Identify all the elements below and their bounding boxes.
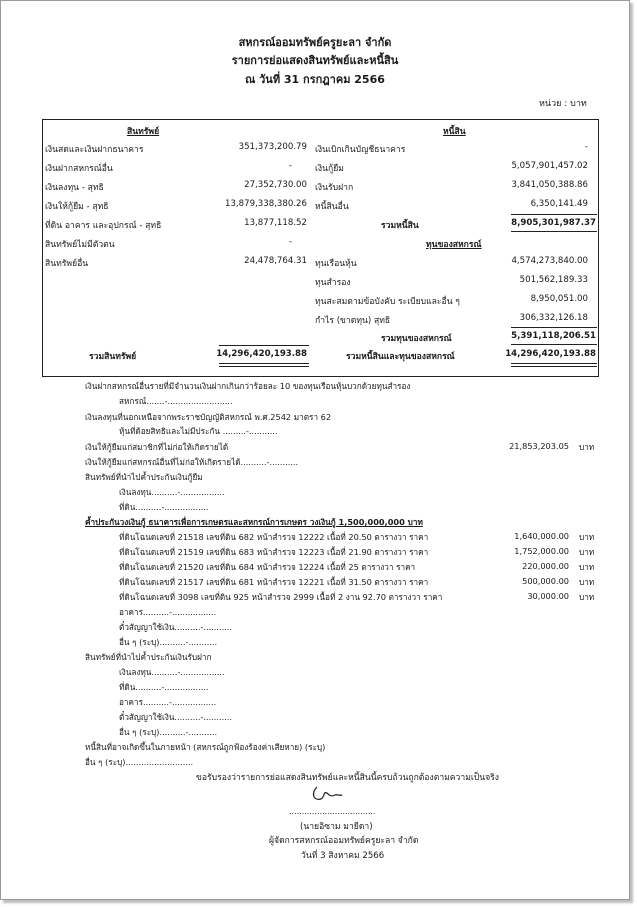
note-deposit-pledged-assets: สินทรัพย์ที่นำไปค้ำประกันเงินรับฝาก (85, 652, 212, 662)
pledged-promissory-note: ตั๋วสัญญาใช้เงิน..........-........... (119, 622, 233, 632)
report-date: ณ วันที่ 31 กรกฎาคม 2566 (245, 73, 385, 86)
liability-value-borrowings: 5,057,901,457.02 (511, 161, 588, 171)
liability-value-deposits: 3,841,050,388.86 (511, 180, 588, 190)
signature-image (309, 783, 345, 805)
asset-label-other: สินทรัพย์อื่น (45, 259, 89, 269)
equity-value-profit: 306,332,126.18 (519, 313, 588, 323)
liabilities-heading: หนี้สิน (443, 127, 466, 137)
grand-total-label: รวมหนี้สินและทุนของสหกรณ์ (346, 352, 455, 362)
asset-value-investment: 27,352,730.00 (244, 180, 307, 190)
liability-value-overdraft: - (584, 142, 588, 152)
equity-total-value: 5,391,118,206.51 (511, 331, 596, 341)
asset-value-other: 24,478,764.31 (244, 256, 307, 266)
land-deed-row: ที่ดินโฉนดเลขที่ 21519 เลขที่ดิน 683 หน้าสำรวจ 12223 เนื้อที่ 21.90 ตารางวา ราคา (119, 547, 429, 557)
note-investment-detail: หุ้นที่ด้อยสิทธิและไม่มีประกัน .........-........... (119, 426, 278, 436)
signature-dots: .................................. (289, 807, 376, 816)
pledged-building: อาคาร..........-................. (119, 607, 217, 617)
asset-value-cash: 351,373,200.79 (238, 142, 307, 152)
asset-label-intangible: สินทรัพย์ไม่มีตัวตน (45, 240, 115, 250)
coop-name: สหกรณ์ออมทรัพย์ครูยะลา จำกัด (238, 36, 392, 49)
equity-heading: ทุนของสหกรณ์ (426, 240, 482, 250)
liability-label-overdraft: เงินเบิกเกินบัญชีธนาคาร (315, 145, 406, 155)
land-deed-unit: บาท (579, 577, 595, 587)
asset-total-label: รวมสินทรัพย์ (89, 352, 137, 362)
land-deed-value: 220,000.00 (522, 561, 569, 571)
asset-label-cash: เงินสดและเงินฝากธนาคาร (45, 145, 144, 155)
guarantee-heading: ค้ำประกันวงเงินกู้ ธนาคารเพื่อการเกษตรและสหกรณ์การเกษตร วงเงินกู้ 1,500,000,000 บาท (85, 517, 423, 527)
asset-label-coop-deposit: เงินฝากสหกรณ์อื่น (45, 164, 113, 174)
equity-value-accumulated: 8,950,051.00 (530, 294, 588, 304)
equity-total-label: รวมทุนของสหกรณ์ (381, 334, 452, 344)
land-deed-unit: บาท (579, 547, 595, 557)
asset-label-property: ที่ดิน อาคาร และอุปกรณ์ - สุทธิ (45, 221, 162, 231)
liability-subtotal-line (511, 214, 597, 215)
balance-sheet-box (42, 119, 599, 377)
asset-total-value: 14,296,420,193.88 (216, 349, 307, 359)
report-title: รายการย่อแสดงสินทรัพย์และหนี้สิน (231, 54, 399, 67)
land-deed-value: 30,000.00 (527, 591, 569, 601)
equity-value-reserve: 501,562,189.33 (519, 275, 588, 285)
asset-value-loans: 13,879,338,380.26 (224, 199, 307, 209)
signature-date: วันที่ 3 สิงหาคม 2566 (301, 851, 385, 861)
equity-label-profit: กำไร (ขาดทุน) สุทธิ (315, 316, 391, 326)
asset-label-loans: เงินให้กู้ยืม - สุทธิ (45, 202, 109, 212)
asset-total-double-line (219, 363, 309, 367)
deposit-pledged-other: อื่น ๆ (ระบุ)..........-........... (119, 727, 218, 737)
note-pledged-land: ที่ดิน..........-................. (119, 502, 209, 512)
deposit-pledged-investment: เงินลงทุน..........-................. (119, 667, 225, 677)
land-deed-row: ที่ดินโฉนดเลขที่ 21517 เลขที่ดิน 681 หน้าสำรวจ 12221 เนื้อที่ 31.50 ตารางวา ราคา (119, 577, 429, 587)
note-nonperforming-member-loans: เงินให้กู้ยืมแก่สมาชิกที่ไม่ก่อให้เกิดรายได้ (85, 442, 229, 452)
equity-value-shares: 4,574,273,840.00 (511, 256, 588, 266)
liability-label-other: หนี้สินอื่น (315, 202, 349, 212)
equity-label-accumulated: ทุนสะสมตามข้อบังคับ ระเบียบและอื่น ๆ (315, 297, 460, 307)
note-other: อื่น ๆ (ระบุ).......................... (85, 757, 194, 767)
asset-value-intangible: - (288, 237, 292, 247)
deposit-pledged-land: ที่ดิน..........-................. (119, 682, 209, 692)
asset-value-property: 13,877,118.52 (244, 218, 307, 228)
deposit-pledged-building: อาคาร..........-................. (119, 697, 217, 707)
signer-position: ผู้จัดการสหกรณ์ออมทรัพย์ครูยะลา จำกัด (269, 836, 419, 846)
land-deed-row: ที่ดินโฉนดเลขที่ 3098 เลขที่ดิน 925 หน้าสำรวจ 2999 เนื้อที่ 2 งาน 92.70 ตารางวา ราคา (119, 592, 443, 602)
asset-label-investment: เงินลงทุน - สุทธิ (45, 183, 104, 193)
note-coop-deposit: เงินฝากสหกรณ์อื่นรายที่มีจำนวนเงินฝากเกินกว่าร้อยละ 10 ของทุนเรือนหุ้นบวกด้วยทุนสำรอง (85, 381, 411, 391)
land-deed-unit: บาท (579, 592, 595, 602)
note-nonperforming-unit: บาท (579, 442, 595, 452)
land-deed-value: 500,000.00 (522, 576, 569, 586)
liability-value-other: 6,350,141.49 (530, 199, 588, 209)
asset-value-coop-deposit: - (288, 161, 292, 171)
equity-subtotal-line (511, 327, 597, 328)
signer-name: (นายอิซาม มายีดา) (300, 822, 373, 832)
liability-label-deposits: เงินรับฝาก (315, 183, 354, 193)
note-pledged-assets: สินทรัพย์ที่นำไปค้ำประกันเงินกู้ยืม (85, 472, 203, 482)
unit-label: หน่วย : บาท (539, 99, 587, 109)
liability-total-value: 8,905,301,987.37 (511, 218, 596, 228)
note-coop-deposit-detail: สหกรณ์.......-......................... (119, 396, 233, 406)
equity-total-line (511, 344, 597, 345)
liability-total-line (511, 231, 597, 232)
note-investment: เงินลงทุนที่นอกเหนือจากพระราชบัญญัติสหกรณ์ พ.ศ.2542 มาตรา 62 (85, 412, 332, 422)
note-nonperforming-value: 21,853,203.05 (509, 441, 569, 451)
equity-label-reserve: ทุนสำรอง (315, 278, 351, 288)
certification-statement: ขอรับรองว่ารายการย่อแสดงสินทรัพย์และหนี้สินนี้ครบถ้วนถูกต้องตามความเป็นจริง (196, 773, 499, 783)
note-contingent-liabilities: หนี้สินที่อาจเกิดขึ้นในภายหน้า (สหกรณ์ถูกฟ้องร้องค่าเสียหาย) (ระบุ) (85, 742, 326, 752)
note-nonperforming-coop-loans: เงินให้กู้ยืมแก่สหกรณ์อื่นที่ไม่ก่อให้เกิดรายได้..........-........... (85, 457, 299, 467)
land-deed-value: 1,752,000.00 (514, 546, 569, 556)
land-deed-unit: บาท (579, 532, 595, 542)
land-deed-row: ที่ดินโฉนดเลขที่ 21518 เลขที่ดิน 682 หน้าสำรวจ 12222 เนื้อที่ 20.50 ตารางวา ราคา (119, 532, 429, 542)
land-deed-row: ที่ดินโฉนดเลขที่ 21520 เลขที่ดิน 684 หน้าสำรวจ 12224 เนื้อที่ 25 ตารางวา ราคา (119, 562, 416, 572)
liability-label-borrowings: เงินกู้ยืม (315, 164, 344, 174)
liability-total-label: รวมหนี้สิน (381, 221, 419, 231)
grand-total-value: 14,296,420,193.88 (505, 349, 596, 359)
land-deed-value: 1,640,000.00 (514, 531, 569, 541)
asset-total-top-line (219, 345, 309, 346)
pledged-other: อื่น ๆ (ระบุ)..........-........... (119, 637, 218, 647)
deposit-pledged-promissory-note: ตั๋วสัญญาใช้เงิน..........-........... (119, 712, 233, 722)
assets-heading: สินทรัพย์ (127, 127, 160, 137)
grand-total-double-line (511, 363, 597, 367)
note-pledged-investment: เงินลงทุน..........-................. (119, 487, 225, 497)
land-deed-unit: บาท (579, 562, 595, 572)
equity-label-shares: ทุนเรือนหุ้น (315, 259, 357, 269)
